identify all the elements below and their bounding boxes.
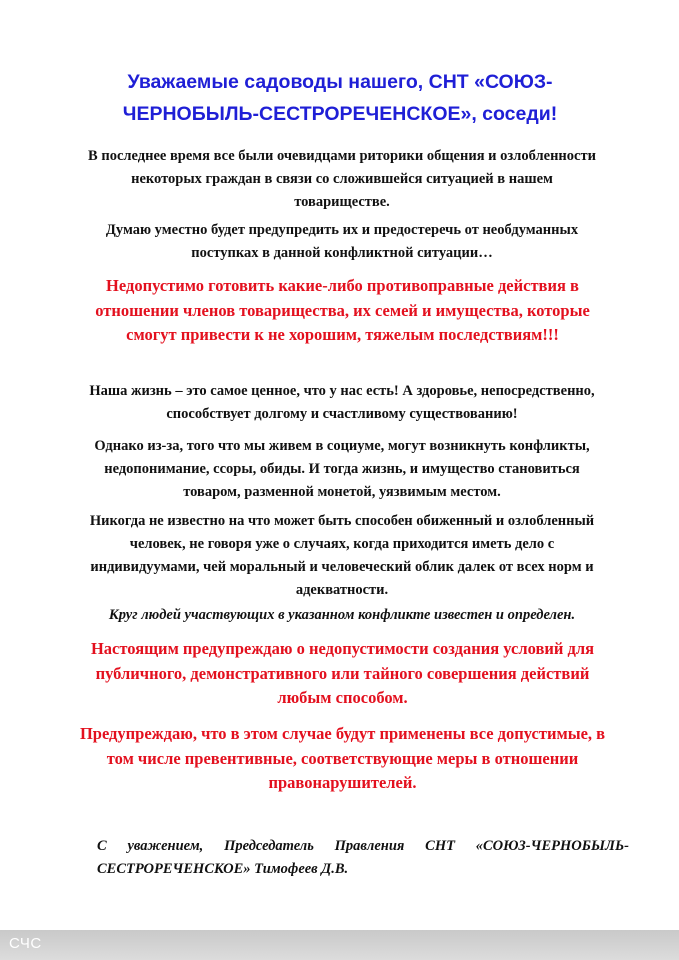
paragraph-life-value: Наша жизнь – это самое ценное, что у нас есть! А здоровье, непосредственно, способствует долгому и счастливому существованию! — [89, 383, 595, 422]
footer-bar — [0, 930, 679, 960]
paragraph-conflicts: Однако из-за, того что мы живем в социуме, могут возникнуть конфликты, недопонимание, ссоры, обиды. И тогда жизнь, и имущество становиться товаром, разменной монетой, уязвимым местом. — [94, 438, 590, 500]
paragraph-measures: Предупреждаю, что в этом случае будут применены все допустимые, в том числе превентивные, соответствующие меры в отношении правонарушителей. — [79, 724, 606, 792]
document-title: Уважаемые садоводы нашего, СНТ «СОЮЗ-ЧЕРНОБЫЛЬ-СЕСТРОРЕЧЕНСКОЕ», соседи! — [122, 71, 558, 125]
paragraph-inadmissible-actions: Недопустимо готовить какие-либо противоправные действия в отношении членов товарищества, их семей и имущества, которые смогут привести к не хорошим, тяжелым последствиям!!! — [95, 276, 590, 344]
paragraph-hereby-warn: Настоящим предупреждаю о недопустимости создания условий для публичного, демонстративного или тайного совершения действий любым способом. — [90, 639, 595, 707]
paragraph-rhetoric: В последнее время все были очевидцами риторики общения и озлобленности некоторых граждан в связи со сложившейся ситуацией в нашем товариществе. — [88, 148, 596, 210]
paragraph-circle-known: Круг людей участвующих в указанном конфликте известен и определен. — [108, 607, 576, 623]
signature: С уважением, Председатель Правления СНТ «СОЮЗ-ЧЕРНОБЫЛЬ-СЕСТРОРЕЧЕНСКОЕ» Тимофеев Д.В. — [97, 838, 629, 877]
watermark-label: СЧС — [9, 935, 42, 952]
paragraph-offended-person: Никогда не известно на что может быть способен обиженный и озлобленный человек, не говоря уже о случаях, когда приходится иметь дело с индивидуумами, чей моральный и человеческий облик далек от всех норм и адекватности. — [89, 513, 595, 598]
paragraph-warning-intent: Думаю уместно будет предупредить их и предостеречь от необдуманных поступках в данной конфликтной ситуации… — [105, 222, 579, 261]
